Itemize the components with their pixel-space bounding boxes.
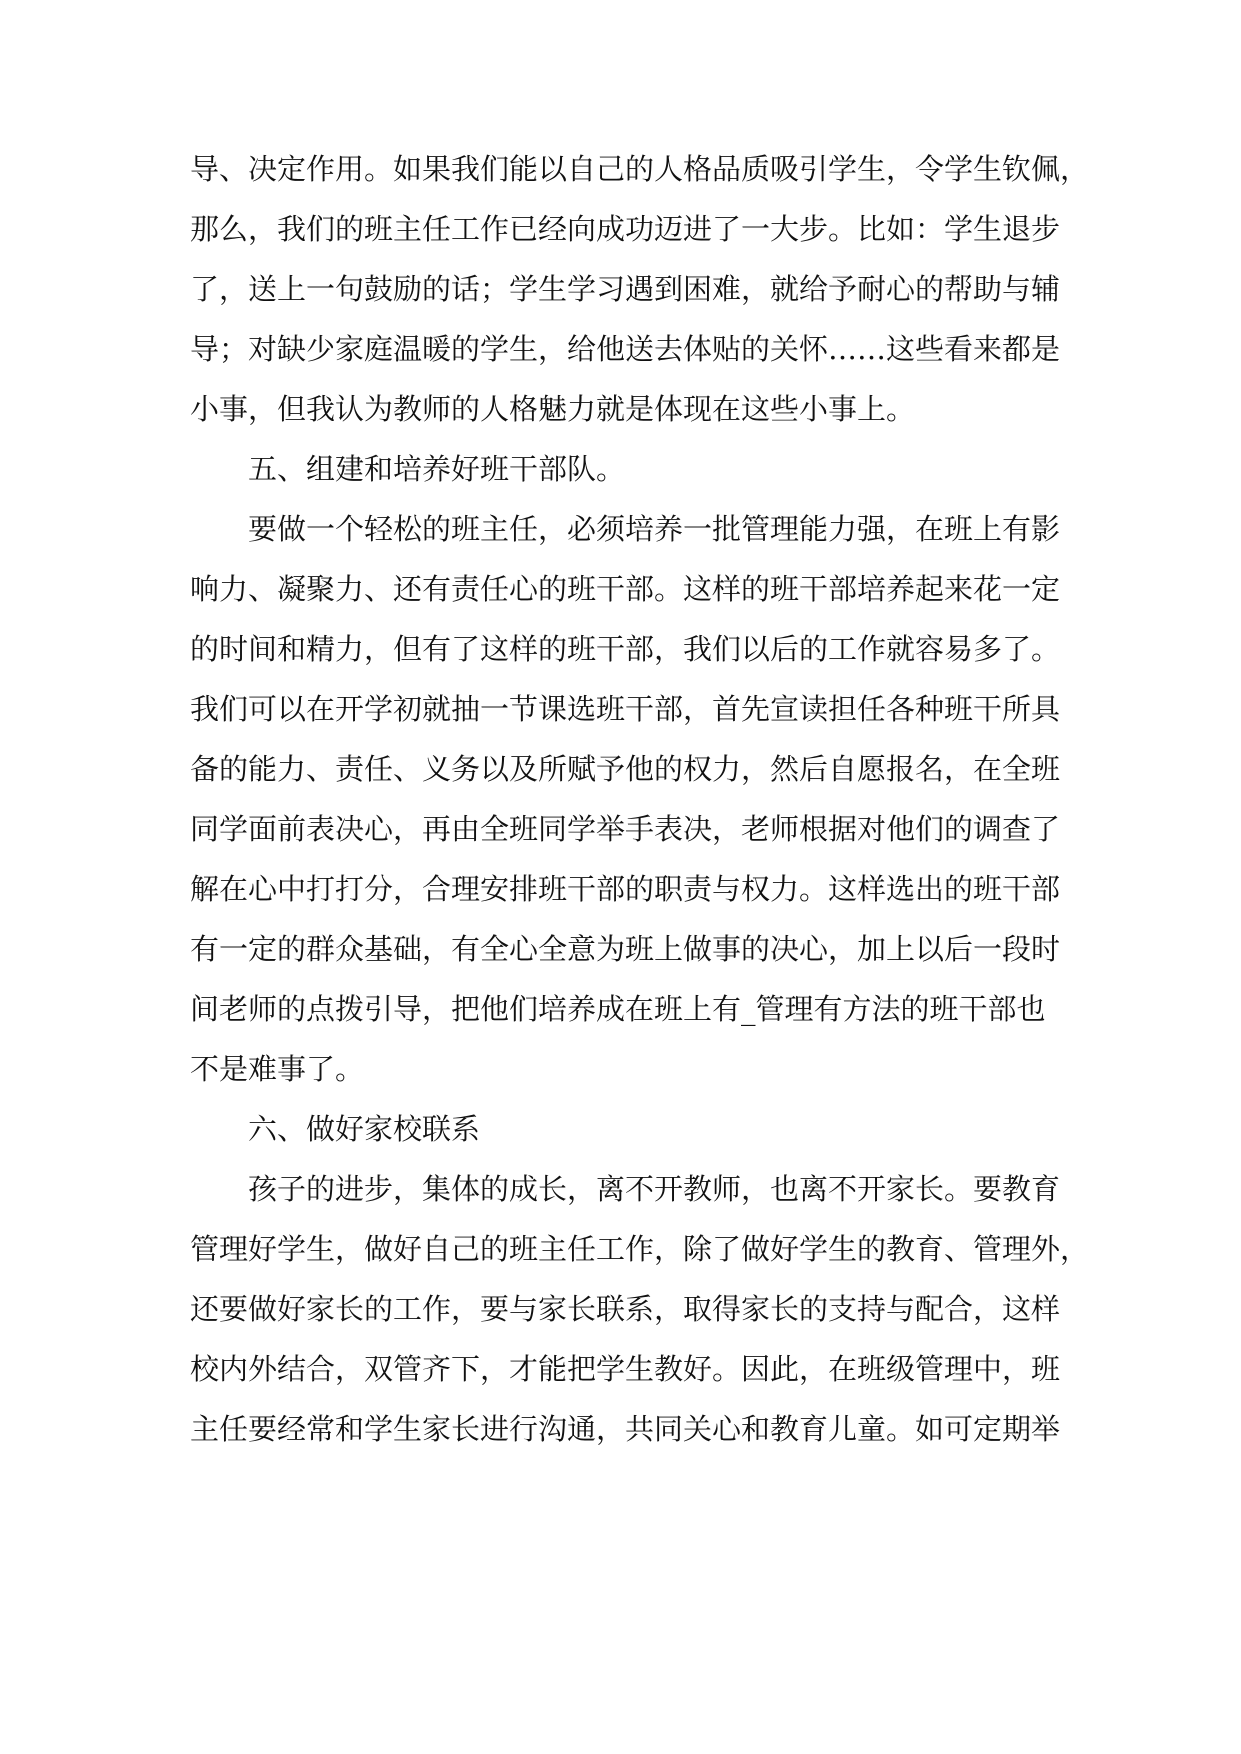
body-text-line: 导、决定作用。如果我们能以自己的人格品质吸引学生，令学生钦佩，: [190, 152, 1090, 186]
body-text-line: 管理好学生，做好自己的班主任工作，除了做好学生的教育、管理外，: [190, 1232, 1090, 1266]
body-text-line: 解在心中打打分，合理安排班干部的职责与权力。这样选出的班干部: [190, 872, 1061, 906]
body-text-line: 校内外结合，双管齐下，才能把学生教好。因此，在班级管理中，班: [190, 1352, 1061, 1386]
body-text-line: 小事，但我认为教师的人格魅力就是体现在这些小事上。: [190, 392, 916, 426]
body-text-line: 主任要经常和学生家长进行沟通，共同关心和教育儿童。如可定期举: [190, 1412, 1061, 1446]
body-text-line: 要做一个轻松的班主任，必须培养一批管理能力强，在班上有影: [248, 512, 1061, 546]
section-heading-6: 六、做好家校联系: [248, 1112, 481, 1146]
body-text-line: 响力、凝聚力、还有责任心的班干部。这样的班干部培养起来花一定: [190, 572, 1061, 606]
body-text-line: 同学面前表决心，再由全班同学举手表决，老师根据对他们的调查了: [190, 812, 1061, 846]
body-text-line: 不是难事了。: [190, 1052, 365, 1086]
section-heading-5: 五、组建和培养好班干部队。: [248, 452, 626, 486]
body-text-line: 的时间和精力，但有了这样的班干部，我们以后的工作就容易多了。: [190, 632, 1061, 666]
body-text-line: 还要做好家长的工作，要与家长联系，取得家长的支持与配合，这样: [190, 1292, 1061, 1326]
body-text-line: 备的能力、责任、义务以及所赋予他的权力，然后自愿报名，在全班: [190, 752, 1061, 786]
body-text-line: 那么，我们的班主任工作已经向成功迈进了一大步。比如：学生退步: [190, 212, 1061, 246]
body-text-line: 间老师的点拨引导，把他们培养成在班上有_管理有方法的班干部也: [190, 992, 1046, 1026]
body-text-line: 孩子的进步，集体的成长，离不开教师，也离不开家长。要教育: [248, 1172, 1061, 1206]
body-text-line: 我们可以在开学初就抽一节课选班干部，首先宣读担任各种班干所具: [190, 692, 1061, 726]
body-text-line: 有一定的群众基础，有全心全意为班上做事的决心，加上以后一段时: [190, 932, 1061, 966]
body-text-line: 了，送上一句鼓励的话；学生学习遇到困难，就给予耐心的帮助与辅: [190, 272, 1061, 306]
body-text-line: 导；对缺少家庭温暖的学生，给他送去体贴的关怀……这些看来都是: [190, 332, 1061, 366]
